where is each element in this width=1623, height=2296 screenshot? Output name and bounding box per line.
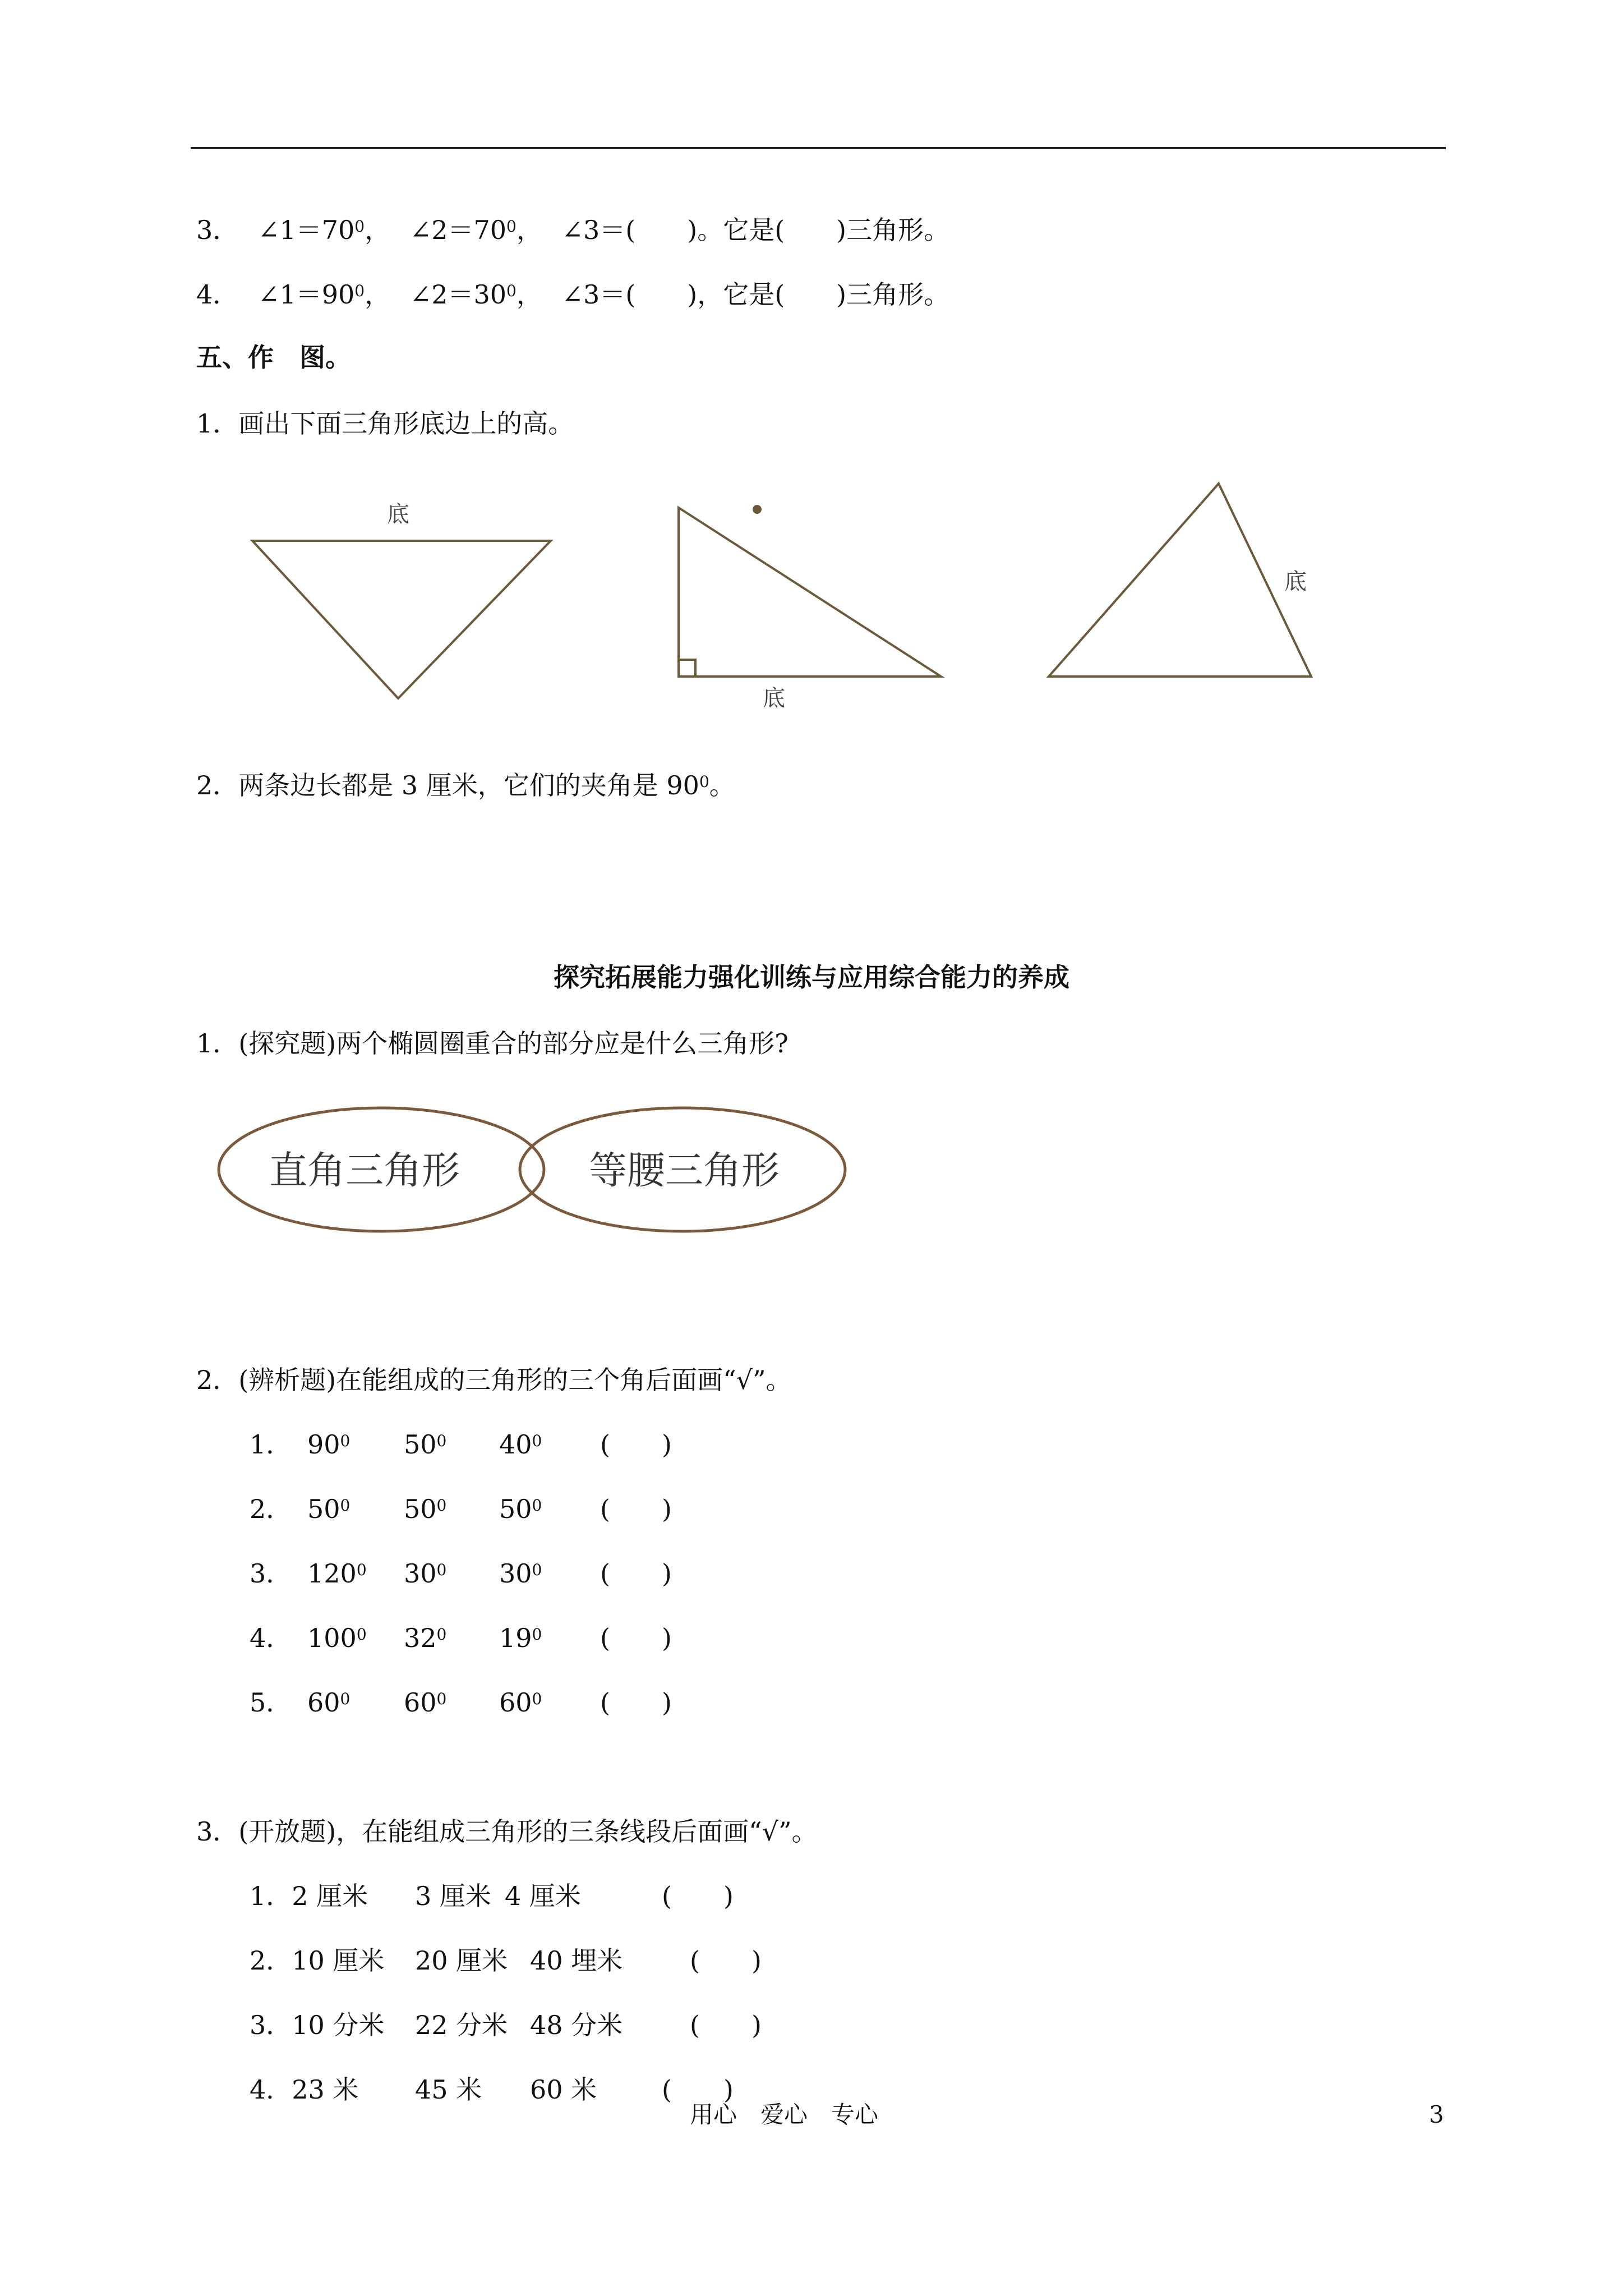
segment-length: 45 米 xyxy=(415,2074,482,2105)
angle-3: ∠3＝( )，它是( )三角形。 xyxy=(561,279,950,310)
row-number: 3． xyxy=(250,1558,292,1589)
venn-right-label: 等腰三角形 xyxy=(589,1149,780,1193)
base-label-1: 底 xyxy=(387,501,409,527)
degree-mark: 0 xyxy=(506,217,517,236)
angle-value: $30^0$ xyxy=(499,1558,542,1589)
degree-mark: 0 xyxy=(532,1561,542,1579)
angle-value: $60^0$ xyxy=(499,1687,542,1718)
degree-mark: 0 xyxy=(436,1432,447,1450)
degree-mark: 0 xyxy=(354,282,365,300)
degree-mark: 0 xyxy=(354,217,365,236)
q2-end: 。 xyxy=(709,770,735,800)
segment-length: 1．2 厘米 xyxy=(250,1881,368,1911)
degree-mark: 0 xyxy=(436,1690,447,1708)
answer-blank[interactable]: ( ) xyxy=(690,2010,762,2040)
row-number: 1． xyxy=(250,1429,292,1460)
header-rule xyxy=(191,147,1446,149)
section5-q2 xyxy=(196,769,735,802)
page-number: 3 xyxy=(1429,2101,1444,2128)
right-triangle xyxy=(679,508,941,677)
angle-value: $19^0$ xyxy=(499,1623,542,1653)
base-label-2: 底 xyxy=(763,685,785,711)
segment-length: 3 厘米 xyxy=(415,1881,491,1911)
row-number: 5． xyxy=(250,1687,292,1718)
degree-mark: 0 xyxy=(356,1625,367,1644)
dot-mark xyxy=(753,505,762,514)
angle-value: $120^0$ xyxy=(307,1558,367,1589)
angle-value: $90^0$ xyxy=(307,1429,351,1460)
segment-length: 4 厘米 xyxy=(505,1881,581,1911)
question-3: 3． $\angle 1=70^0$， $\angle 2=70^0$， ∠3＝( )。它是( )三角形。 xyxy=(196,215,950,245)
inverted-triangle xyxy=(252,541,551,698)
degree-mark: 0 xyxy=(340,1496,351,1515)
footer-motto: 用心 爱心 专心 xyxy=(690,2101,879,2128)
row-number: 4． xyxy=(250,1623,292,1653)
degree-mark: 0 xyxy=(340,1690,351,1708)
triangles-figure xyxy=(213,460,1391,729)
answer-blank[interactable]: ( ) xyxy=(662,1881,734,1911)
acute-triangle xyxy=(1049,484,1311,677)
degree-mark: 0 xyxy=(532,1690,542,1708)
extension-q3: 3．(开放题)，在能组成三角形的三条线段后面画“√”。 xyxy=(196,1816,818,1847)
extension-title: 探究拓展能力强化训练与应用综合能力的养成 xyxy=(554,962,1069,992)
degree-mark: 0 xyxy=(356,1561,367,1579)
segment-length: 40 埋米 xyxy=(530,1945,623,1976)
question-4: 4． $\angle 1=90^0$， $\angle 2=30^0$， ∠3＝( )，它是( )三角形。 xyxy=(196,279,950,310)
angle-value: $60^0$ xyxy=(404,1687,447,1718)
degree-mark: 0 xyxy=(340,1432,351,1450)
angle-value: $40^0$ xyxy=(499,1429,542,1460)
answer-blank[interactable]: ( ) xyxy=(600,1687,672,1718)
angle-1: ∠1＝90 xyxy=(257,279,355,310)
section5-q1: 1．画出下面三角形底边上的高。 xyxy=(196,408,574,439)
segment-length: 48 分米 xyxy=(530,2010,623,2040)
segment-length: 22 分米 xyxy=(415,2010,508,2040)
q-number: 3． xyxy=(196,215,239,245)
answer-blank[interactable]: ( ) xyxy=(600,1558,672,1589)
angle-value: $30^0$ xyxy=(404,1558,447,1589)
degree-mark: 0 xyxy=(532,1625,542,1644)
answer-blank[interactable]: ( ) xyxy=(600,1623,672,1653)
segment-length: 20 厘米 xyxy=(415,1945,508,1976)
base-label-3: 底 xyxy=(1284,569,1307,595)
angle-value: $50^0$ xyxy=(307,1494,351,1524)
section5-heading: 五、作 图。 xyxy=(196,342,351,372)
degree-mark: 0 xyxy=(506,282,517,300)
angle-value: $32^0$ xyxy=(404,1623,447,1653)
degree-mark: 0 xyxy=(436,1625,447,1644)
angle-value: $50^0$ xyxy=(404,1494,447,1524)
segment-length: 4．23 米 xyxy=(250,2074,359,2105)
angle-2: ∠2＝30 xyxy=(409,279,507,310)
degree-mark: 0 xyxy=(436,1496,447,1515)
angle-1: ∠1＝70 xyxy=(257,215,355,245)
answer-blank[interactable]: ( ) xyxy=(600,1429,672,1460)
degree-mark: 0 xyxy=(699,772,709,791)
row-number: 2． xyxy=(250,1494,292,1524)
answer-blank[interactable]: ( ) xyxy=(662,2074,734,2105)
angle-value: $100^0$ xyxy=(307,1623,367,1653)
right-angle-mark xyxy=(679,660,695,677)
angle-value: $50^0$ xyxy=(404,1429,447,1460)
segment-length: 3．10 分米 xyxy=(250,2010,385,2040)
angle-3: ∠3＝( )。它是( )三角形。 xyxy=(561,215,950,245)
angle-2: ∠2＝70 xyxy=(409,215,507,245)
degree-mark: 0 xyxy=(532,1432,542,1450)
degree-mark: 0 xyxy=(532,1496,542,1515)
q-number: 4． xyxy=(196,279,239,310)
answer-blank[interactable]: ( ) xyxy=(690,1945,762,1976)
extension-q2: 2．(辨析题)在能组成的三角形的三个角后面画“√”。 xyxy=(196,1365,792,1395)
extension-q1: 1．(探究题)两个椭圆圈重合的部分应是什么三角形? xyxy=(196,1028,789,1059)
q2-text: 2．两条边长都是 3 厘米，它们的夹角是 90 xyxy=(196,770,699,800)
answer-blank[interactable]: ( ) xyxy=(600,1494,672,1524)
segment-length: 2．10 厘米 xyxy=(250,1945,385,1976)
segment-length: 60 米 xyxy=(530,2074,597,2105)
degree-mark: 0 xyxy=(436,1561,447,1579)
venn-left-label: 直角三角形 xyxy=(269,1149,460,1193)
venn-diagram xyxy=(213,1099,886,1245)
angle-value: $50^0$ xyxy=(499,1494,542,1524)
angle-value: $60^0$ xyxy=(307,1687,351,1718)
